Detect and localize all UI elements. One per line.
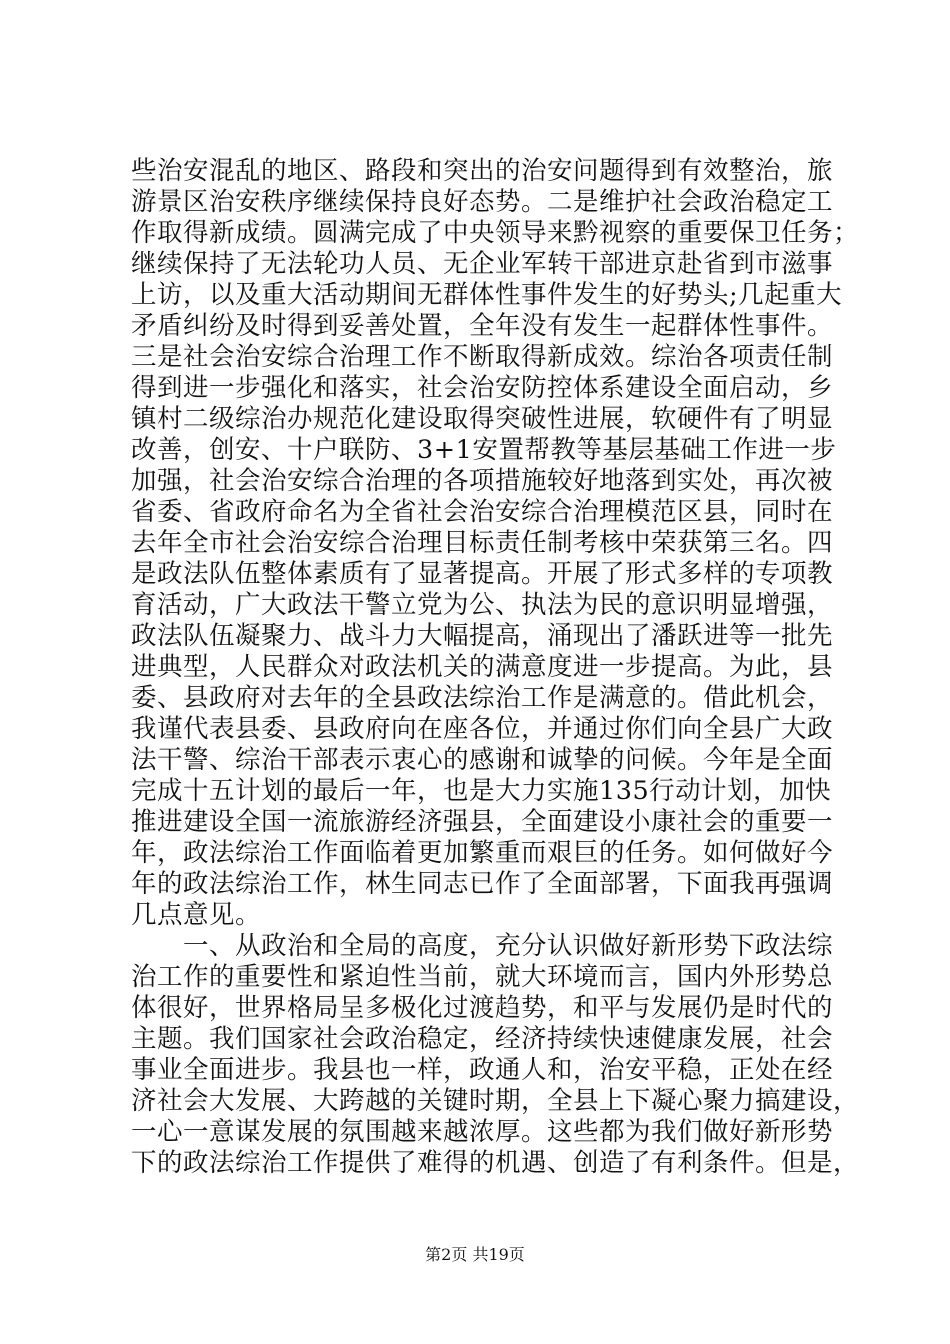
text-line: 完成十五计划的最后一年，也是大力实施135行动计划，加快 [131,776,832,806]
text-line: 一心一意谋发展的氛围越来越浓厚。这些都为我们做好新形势 [131,1117,834,1147]
text-line: 我谨代表县委、县政府向在座各位，并通过你们向全县广大政 [131,714,834,744]
text-line: 矛盾纠纷及时得到妥善处置，全年没有发生一起群体性事件。 [131,311,834,341]
text-line: 加强，社会治安综合治理的各项措施较好地落到实处，再次被 [131,466,834,496]
text-line: 去年全市社会治安综合治理目标责任制考核中荣获第三名。四 [131,528,834,558]
text-line: 作取得新成绩。圆满完成了中央领导来黔视察的重要保卫任务； [131,218,860,248]
text-line: 主题。我们国家社会政治稳定，经济持续快速健康发展，社会 [131,1024,834,1054]
text-line: 几点意见。 [131,900,262,930]
body-text [131,156,860,1179]
text-line: 体很好，世界格局呈多极化过渡趋势，和平与发展仍是时代的 [131,993,834,1023]
text-line: 政法队伍凝聚力、战斗力大幅提高，涌现出了潘跃进等一批先 [131,621,834,651]
text-line: 省委、省政府命名为全省社会治安综合治理模范区县，同时在 [131,497,834,527]
text-line: 法干警、综治干部表示衷心的感谢和诚挚的问候。今年是全面 [131,745,834,775]
text-line: 年，政法综治工作面临着更加繁重而艰巨的任务。如何做好今 [131,838,834,868]
text-line: 镇村二级综治办规范化建设取得突破性进展，软硬件有了明显 [131,404,834,434]
text-line: 些治安混乱的地区、路段和突出的治安问题得到有效整治，旅 [131,156,834,186]
text-line: 一、从政治和全局的高度，充分认识做好新形势下政法综 [183,931,834,961]
text-line: 济社会大发展、大跨越的关键时期，全县上下凝心聚力搞建设， [131,1086,860,1116]
text-line: 得到进一步强化和落实，社会治安防控体系建设全面启动，乡 [131,373,834,403]
text-line: 治工作的重要性和紧迫性当前，就大环境而言，国内外形势总 [131,962,834,992]
text-line: 继续保持了无法轮功人员、无企业军转干部进京赴省到市滋事 [131,249,834,279]
text-line: 上访，以及重大活动期间无群体性事件发生的好势头;几起重大 [131,280,843,310]
text-line: 三是社会治安综合治理工作不断取得新成效。综治各项责任制 [131,342,834,372]
text-line: 下的政法综治工作提供了难得的机遇、创造了有利条件。但是， [131,1148,860,1178]
text-line: 改善，创安、十户联防、3+1安置帮教等基层基础工作进一步 [131,435,837,465]
text-line: 委、县政府对去年的全县政法综治工作是满意的。借此机会， [131,683,834,713]
text-line: 游景区治安秩序继续保持良好态势。二是维护社会政治稳定工 [131,187,834,217]
text-line: 育活动，广大政法干警立党为公、执法为民的意识明显增强， [131,590,834,620]
text-line: 推进建设全国一流旅游经济强县，全面建设小康社会的重要一 [131,807,834,837]
text-line: 是政法队伍整体素质有了显著提高。开展了形式多样的专项教 [131,559,834,589]
text-line: 进典型，人民群众对政法机关的满意度进一步提高。为此，县 [131,652,834,682]
text-line: 年的政法综治工作，林生同志已作了全面部署，下面我再强调 [131,869,834,899]
text-line: 事业全面进步。我县也一样，政通人和，治安平稳，正处在经 [131,1055,834,1085]
page-number-footer: 第2页 共19页 [425,1245,525,1264]
